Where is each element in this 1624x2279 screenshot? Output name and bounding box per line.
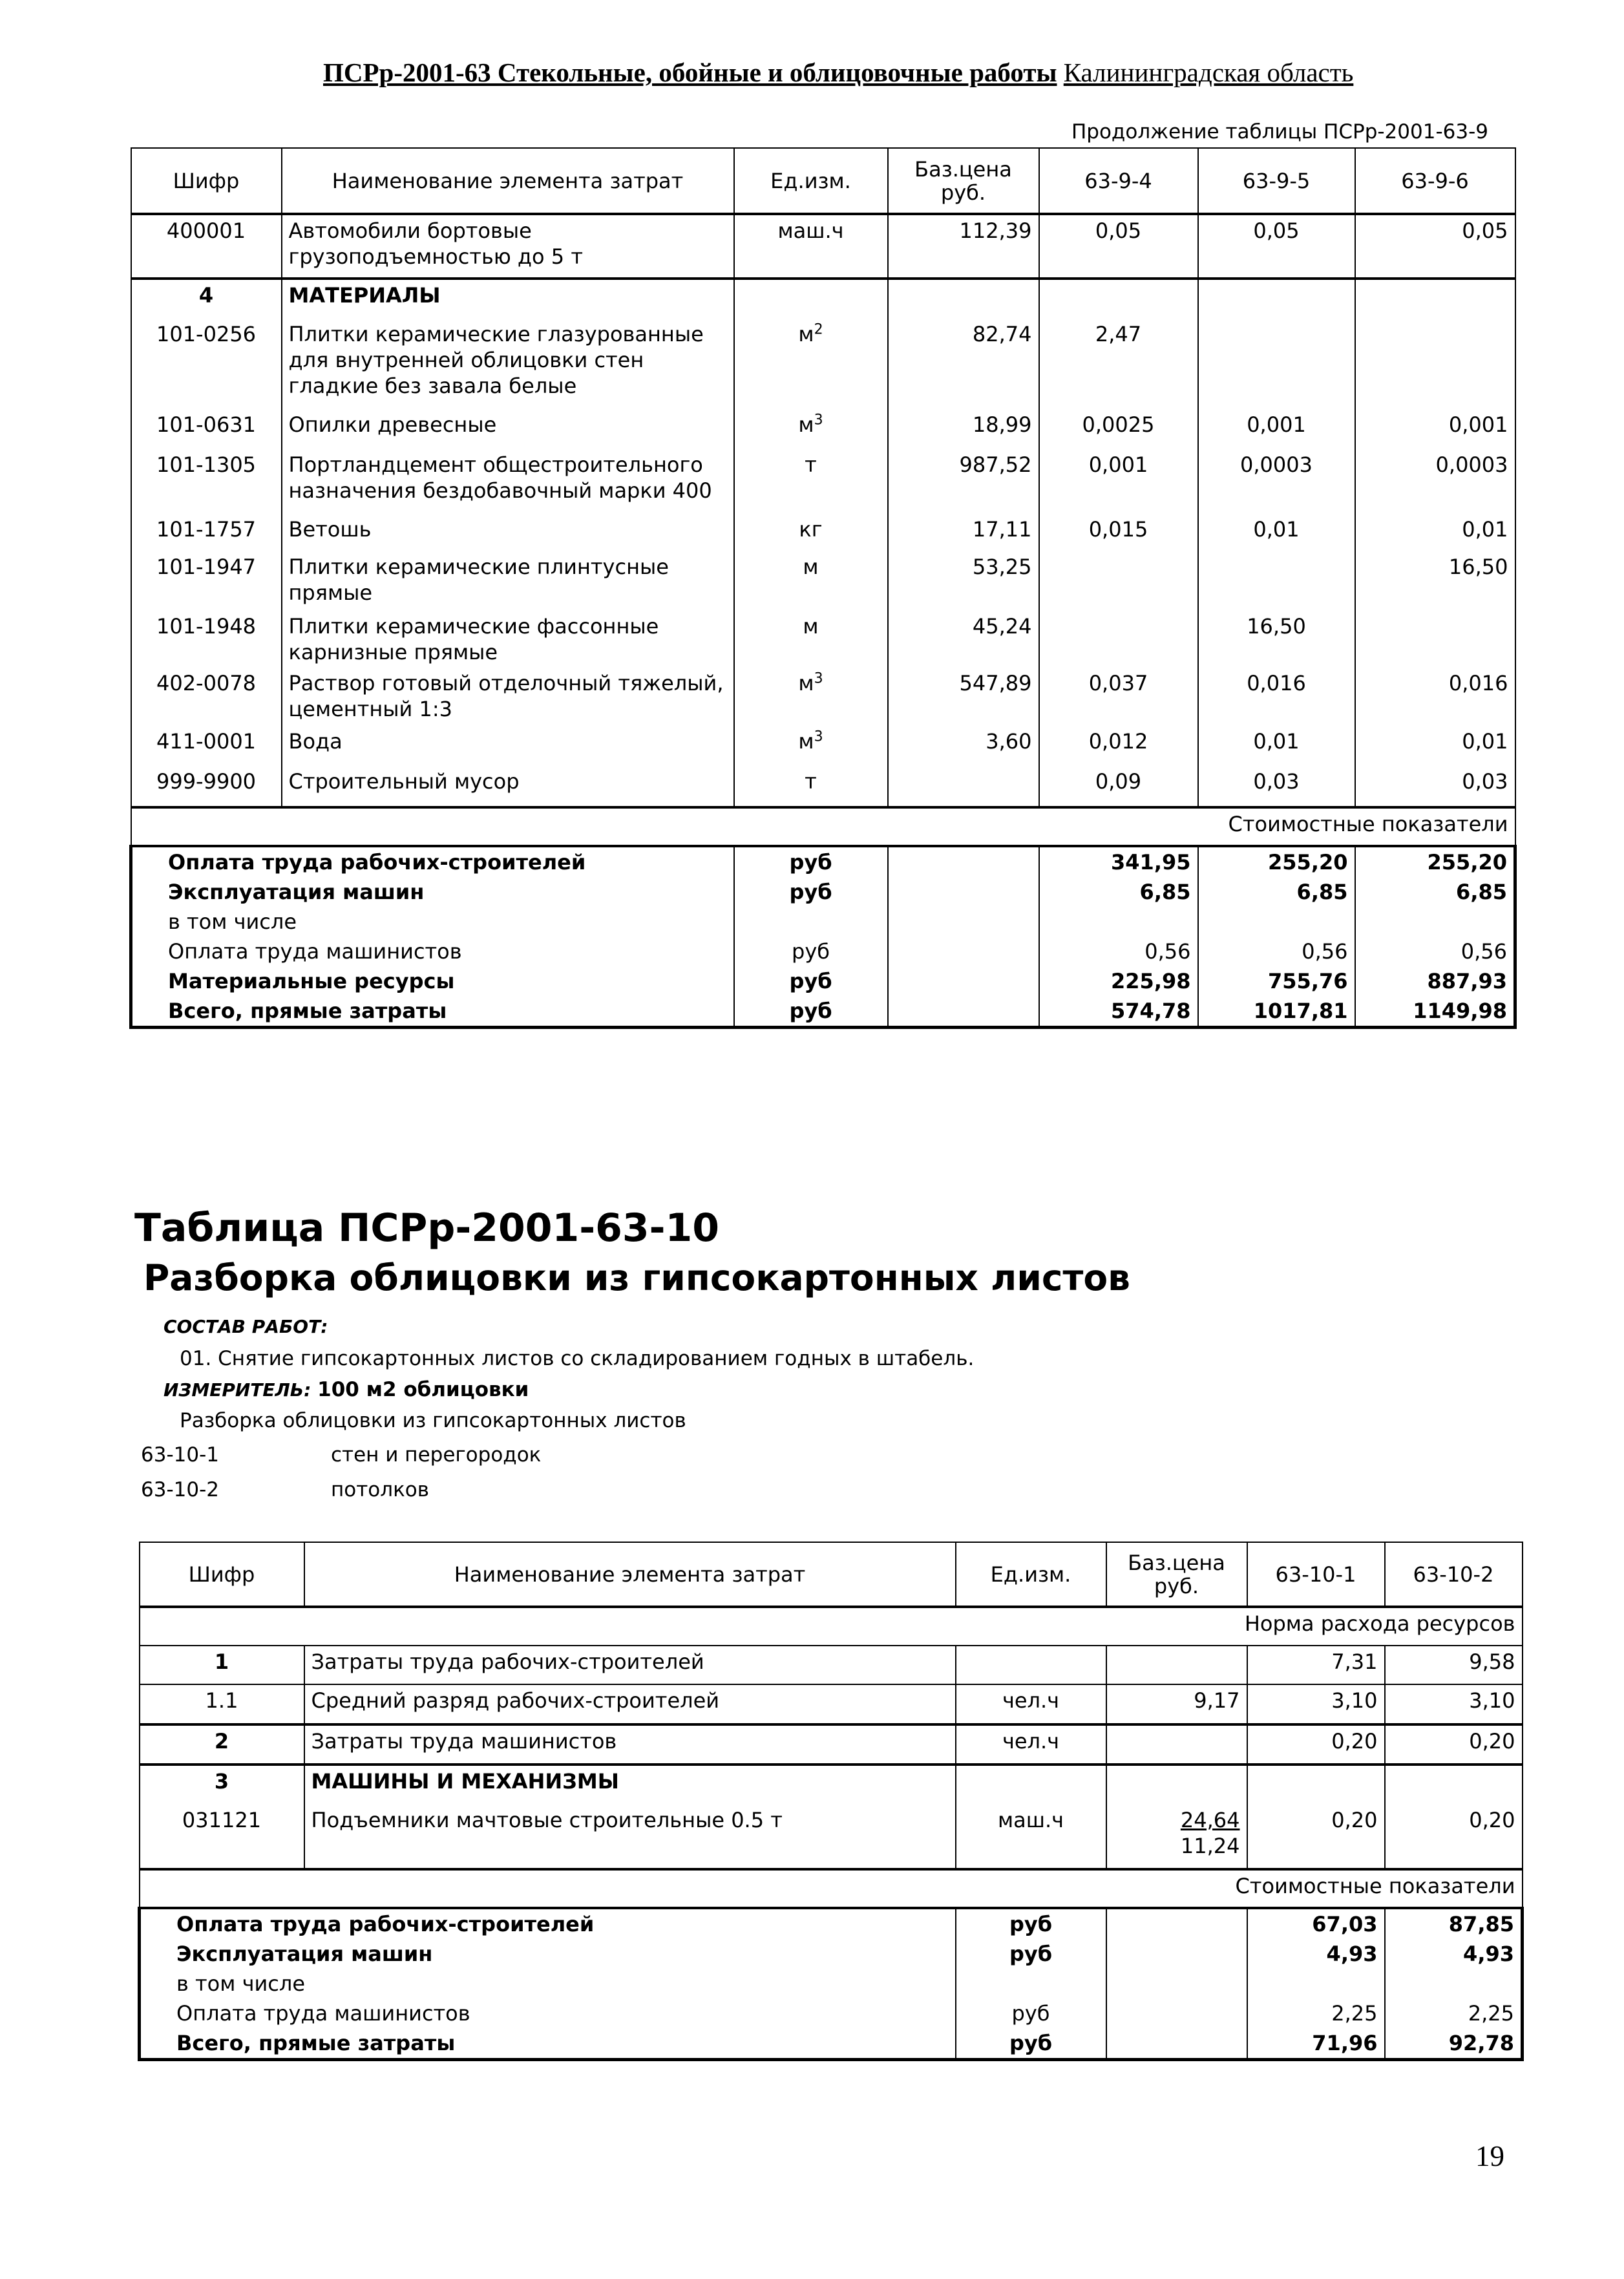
summary-row	[131, 937, 1515, 966]
cell-value: 0,05	[1039, 214, 1198, 279]
summary-unit: руб	[956, 1908, 1106, 1939]
cell-unit	[956, 1765, 1106, 1805]
cell-value: 0,20	[1247, 1805, 1385, 1869]
summary-row	[140, 1939, 1523, 1969]
summary-value: 341,95	[1039, 846, 1198, 877]
cell-value	[1355, 611, 1515, 668]
unit-text: м	[798, 671, 814, 695]
section-name: МАТЕРИАЛЫ	[282, 279, 734, 319]
col-header: 63-9-4	[1039, 148, 1198, 214]
cell-code: 3	[140, 1765, 304, 1805]
cell-price	[1106, 1765, 1247, 1805]
summary-spacer	[1106, 2028, 1247, 2060]
cost-heading-row	[131, 807, 1515, 846]
summary-unit: руб	[956, 2028, 1106, 2060]
summary-value: 71,96	[1247, 2028, 1385, 2060]
summary-row	[131, 877, 1515, 907]
summary-value: 0,56	[1355, 937, 1515, 966]
cell-unit	[734, 766, 888, 807]
cell-value: 0,01	[1355, 726, 1515, 766]
table-header-row	[140, 1542, 1523, 1607]
header-code-title: ПСРр-2001-63 Стекольные, обойные и облицовочные работы	[323, 58, 1057, 87]
table-row	[131, 611, 1515, 668]
cell-name: Подъемники мачтовые строительные 0.5 т	[304, 1805, 956, 1869]
continuation-caption: Продолжение таблицы ПСРр-2001-63-9	[1071, 120, 1488, 143]
summary-value	[1198, 907, 1355, 937]
unit-superscript: 3	[814, 412, 823, 429]
cell-value	[1355, 319, 1515, 409]
cell-price: 987,52	[888, 449, 1039, 514]
summary-value	[1247, 1969, 1385, 1998]
summary-unit	[734, 907, 888, 937]
unit-superscript: 3	[814, 670, 823, 687]
cell-value: 0,037	[1039, 668, 1198, 726]
summary-value: 255,20	[1198, 846, 1355, 877]
cell-value: 0,20	[1385, 1805, 1523, 1869]
cell-unit: чел.ч	[956, 1684, 1106, 1724]
table-row	[140, 1724, 1523, 1765]
cell-code: 101-0631	[131, 409, 282, 449]
table-row	[140, 1646, 1523, 1684]
unit-text: м	[803, 614, 819, 639]
summary-spacer	[888, 937, 1039, 966]
summary-value: 2,25	[1385, 1998, 1523, 2028]
col-header: Наименование элемента затрат	[282, 148, 734, 214]
summary-value: 6,85	[1198, 877, 1355, 907]
summary-row	[131, 846, 1515, 877]
table-subtitle: Разборка облицовки из гипсокартонных листов	[143, 1257, 1130, 1298]
summary-value: 887,93	[1355, 966, 1515, 996]
summary-value: 67,03	[1247, 1908, 1385, 1939]
cell-unit	[734, 611, 888, 668]
summary-unit: руб	[734, 937, 888, 966]
cell-name: Опилки древесные	[282, 409, 734, 449]
summary-spacer	[1106, 1998, 1247, 2028]
cell-code: 101-1757	[131, 514, 282, 551]
table-row	[131, 449, 1515, 514]
cell-name: Плитки керамические плинтусные прямые	[282, 551, 734, 611]
cell-code: 031121	[140, 1805, 304, 1869]
cell-value	[1247, 1765, 1385, 1805]
col-header: 63-10-2	[1385, 1542, 1523, 1607]
cost-heading-row	[140, 1869, 1523, 1908]
cell-unit	[734, 726, 888, 766]
cell-price	[1106, 1646, 1247, 1684]
header-region: Калининградская область	[1063, 58, 1354, 87]
cell-unit	[956, 1646, 1106, 1684]
col-header: Шифр	[140, 1542, 304, 1607]
cell-price: 112,39	[888, 214, 1039, 279]
cell-price	[1106, 1684, 1247, 1724]
cell-value: 0,01	[1355, 514, 1515, 551]
cell-unit	[734, 668, 888, 726]
col-header: Наименование элемента затрат	[304, 1542, 956, 1607]
summary-value: 0,56	[1039, 937, 1198, 966]
cell-price: 82,74	[888, 319, 1039, 409]
section-number: 4	[131, 279, 282, 319]
cell-value: 16,50	[1198, 611, 1355, 668]
cell-name: Затраты труда машинистов	[304, 1724, 956, 1765]
summary-value: 6,85	[1039, 877, 1198, 907]
summary-label: Всего, прямые затраты	[131, 996, 734, 1028]
cell-unit	[734, 514, 888, 551]
cell-price	[1106, 1724, 1247, 1765]
cell-code: 101-1305	[131, 449, 282, 514]
summary-value: 4,93	[1385, 1939, 1523, 1969]
variant-code: 63-10-2	[141, 1478, 219, 1501]
unit-text: м	[798, 729, 814, 754]
cell-value: 0,016	[1198, 668, 1355, 726]
resource-table-63-10	[138, 1542, 1524, 2061]
summary-row	[131, 907, 1515, 937]
cell-unit: маш.ч	[734, 214, 888, 279]
summary-value	[1039, 907, 1198, 937]
summary-label: Материальные ресурсы	[131, 966, 734, 996]
unit-text: м	[798, 322, 814, 346]
summary-unit: руб	[734, 846, 888, 877]
summary-spacer	[888, 846, 1039, 877]
cell-value	[1039, 551, 1198, 611]
col-header: Шифр	[131, 148, 282, 214]
cell-name: Плитки керамические фассонные карнизные прямые	[282, 611, 734, 668]
cell-name: Портландцемент общестроительного назначения бездобавочный марки 400	[282, 449, 734, 514]
summary-label: Эксплуатация машин	[131, 877, 734, 907]
cell-code: 2	[140, 1724, 304, 1765]
cell-code: 101-1947	[131, 551, 282, 611]
cell-price: 3,60	[888, 726, 1039, 766]
cell-name: Автомобили бортовые грузоподъемностью до 5 т	[282, 214, 734, 279]
cell-value: 0,03	[1198, 766, 1355, 807]
summary-value	[1385, 1969, 1523, 1998]
table-row	[140, 1765, 1523, 1805]
cell-value	[1385, 1765, 1523, 1805]
col-header: Баз.цена руб.	[1106, 1542, 1247, 1607]
col-header: 63-9-6	[1355, 148, 1515, 214]
summary-label: Эксплуатация машин	[140, 1939, 956, 1969]
cell-price: 45,24	[888, 611, 1039, 668]
norm-heading-row	[140, 1607, 1523, 1646]
cell-code: 400001	[131, 214, 282, 279]
summary-spacer	[1106, 1969, 1247, 1998]
table-title: Таблица ПСРр-2001-63-10	[134, 1205, 720, 1251]
cell-value: 0,001	[1355, 409, 1515, 449]
cell-value: 0,016	[1355, 668, 1515, 726]
cell-name: Вода	[282, 726, 734, 766]
summary-spacer	[1106, 1939, 1247, 1969]
summary-unit: руб	[734, 996, 888, 1028]
cell-value	[1198, 319, 1355, 409]
summary-unit: руб	[734, 877, 888, 907]
summary-value: 0,56	[1198, 937, 1355, 966]
unit-text: м	[798, 412, 814, 437]
unit-superscript: 2	[814, 321, 823, 338]
summary-label: в том числе	[131, 907, 734, 937]
cell-code: 1	[140, 1646, 304, 1684]
summary-value: 92,78	[1385, 2028, 1523, 2060]
summary-value: 1017,81	[1198, 996, 1355, 1028]
page-header	[323, 57, 1519, 96]
price-primary: 9,17	[1194, 1688, 1240, 1713]
work-composition-label: СОСТАВ РАБОТ:	[163, 1316, 328, 1337]
summary-unit	[956, 1969, 1106, 1998]
cell-price	[888, 766, 1039, 807]
cell-value: 0,05	[1198, 214, 1355, 279]
cell-name: Затраты труда рабочих-строителей	[304, 1646, 956, 1684]
variant-name: потолков	[331, 1478, 430, 1501]
cell-value: 3,10	[1385, 1684, 1523, 1724]
resource-table-63-9	[129, 147, 1517, 1029]
summary-label: Всего, прямые затраты	[140, 2028, 956, 2060]
cell-price: 53,25	[888, 551, 1039, 611]
col-header: 63-10-1	[1247, 1542, 1385, 1607]
cell-unit	[734, 551, 888, 611]
summary-spacer	[888, 966, 1039, 996]
summary-value: 4,93	[1247, 1939, 1385, 1969]
summary-value	[1355, 907, 1515, 937]
unit-text: кг	[799, 517, 823, 542]
summary-row	[140, 1969, 1523, 1998]
work-composition-item: 01. Снятие гипсокартонных листов со складированием годных в штабель.	[180, 1347, 975, 1370]
cell-value: 0,001	[1198, 409, 1355, 449]
meter-line	[163, 1378, 529, 1401]
cell-unit	[734, 319, 888, 409]
table-row	[131, 514, 1515, 551]
summary-spacer	[888, 877, 1039, 907]
cell-value: 0,20	[1385, 1724, 1523, 1765]
summary-value: 6,85	[1355, 877, 1515, 907]
cell-value: 0,03	[1355, 766, 1515, 807]
cell-price	[1106, 1805, 1247, 1869]
cell-value: 0,01	[1198, 726, 1355, 766]
table-row	[131, 668, 1515, 726]
summary-value: 755,76	[1198, 966, 1355, 996]
cell-code: 411-0001	[131, 726, 282, 766]
table-row	[131, 214, 1515, 279]
col-header: Ед.изм.	[734, 148, 888, 214]
summary-value: 87,85	[1385, 1908, 1523, 1939]
unit-superscript: 3	[814, 728, 823, 745]
work-name: Разборка облицовки из гипсокартонных листов	[180, 1409, 686, 1432]
summary-value: 2,25	[1247, 1998, 1385, 2028]
cell-code: 101-0256	[131, 319, 282, 409]
cost-heading: Стоимостные показатели	[140, 1869, 1523, 1908]
table-row	[140, 1805, 1523, 1869]
summary-label: Оплата труда рабочих-строителей	[131, 846, 734, 877]
summary-row	[131, 996, 1515, 1028]
summary-value: 255,20	[1355, 846, 1515, 877]
cell-value	[1198, 551, 1355, 611]
table-row	[131, 319, 1515, 409]
cell-name: Средний разряд рабочих-строителей	[304, 1684, 956, 1724]
summary-value: 1149,98	[1355, 996, 1515, 1028]
unit-text: т	[805, 452, 817, 477]
cell-unit: чел.ч	[956, 1724, 1106, 1765]
summary-label: в том числе	[140, 1969, 956, 1998]
table-row	[140, 1684, 1523, 1724]
cell-code: 402-0078	[131, 668, 282, 726]
cell-name: Строительный мусор	[282, 766, 734, 807]
cell-value: 0,09	[1039, 766, 1198, 807]
summary-row	[140, 1998, 1523, 2028]
cost-heading: Стоимостные показатели	[131, 807, 1515, 846]
cell-value: 7,31	[1247, 1646, 1385, 1684]
cell-name: Ветошь	[282, 514, 734, 551]
cell-code: 1.1	[140, 1684, 304, 1724]
table-row	[131, 766, 1515, 807]
summary-label: Оплата труда машинистов	[131, 937, 734, 966]
cell-price: 18,99	[888, 409, 1039, 449]
cell-value	[1039, 611, 1198, 668]
col-header: Ед.изм.	[956, 1542, 1106, 1607]
cell-name: МАШИНЫ И МЕХАНИЗМЫ	[304, 1765, 956, 1805]
cell-name: Раствор готовый отделочный тяжелый, цементный 1:3	[282, 668, 734, 726]
summary-unit: руб	[956, 1998, 1106, 2028]
cell-code: 101-1948	[131, 611, 282, 668]
variant-name: стен и перегородок	[331, 1443, 542, 1467]
summary-spacer	[888, 996, 1039, 1028]
table-row	[131, 551, 1515, 611]
cell-price: 547,89	[888, 668, 1039, 726]
summary-row	[140, 1908, 1523, 1939]
cell-value: 0,0003	[1355, 449, 1515, 514]
cell-unit: маш.ч	[956, 1805, 1106, 1869]
summary-unit: руб	[734, 966, 888, 996]
summary-spacer	[888, 907, 1039, 937]
summary-value: 225,98	[1039, 966, 1198, 996]
cell-value: 0,0003	[1198, 449, 1355, 514]
price-primary: 24,64	[1180, 1808, 1240, 1832]
cell-value: 3,10	[1247, 1684, 1385, 1724]
meter-value: 100 м2 облицовки	[317, 1378, 529, 1401]
cell-value: 0,001	[1039, 449, 1198, 514]
summary-row	[140, 2028, 1523, 2060]
price-secondary: 11,24	[1180, 1834, 1240, 1858]
cell-value: 0,012	[1039, 726, 1198, 766]
norm-heading: Норма расхода ресурсов	[140, 1607, 1523, 1646]
cell-value: 0,015	[1039, 514, 1198, 551]
summary-unit: руб	[956, 1939, 1106, 1969]
cell-value: 0,01	[1198, 514, 1355, 551]
table-header-row	[131, 148, 1515, 214]
table-row	[131, 726, 1515, 766]
summary-label: Оплата труда рабочих-строителей	[140, 1908, 956, 1939]
cell-unit	[734, 449, 888, 514]
variant-code: 63-10-1	[141, 1443, 219, 1467]
cell-price: 17,11	[888, 514, 1039, 551]
cell-value: 16,50	[1355, 551, 1515, 611]
cell-value: 9,58	[1385, 1646, 1523, 1684]
cell-value: 0,20	[1247, 1724, 1385, 1765]
unit-text: м	[803, 555, 819, 579]
cell-name: Плитки керамические глазурованные для внутренней облицовки стен гладкие без завала белые	[282, 319, 734, 409]
meter-label: ИЗМЕРИТЕЛЬ:	[163, 1379, 311, 1401]
summary-value: 574,78	[1039, 996, 1198, 1028]
col-header: Баз.цена руб.	[888, 148, 1039, 214]
summary-spacer	[1106, 1908, 1247, 1939]
table-row	[131, 409, 1515, 449]
col-header: 63-9-5	[1198, 148, 1355, 214]
summary-row	[131, 966, 1515, 996]
cell-code: 999-9900	[131, 766, 282, 807]
section-row	[131, 279, 1515, 319]
summary-label: Оплата труда машинистов	[140, 1998, 956, 2028]
cell-value: 2,47	[1039, 319, 1198, 409]
page-number: 19	[1475, 2140, 1504, 2172]
cell-unit	[734, 409, 888, 449]
cell-value: 0,0025	[1039, 409, 1198, 449]
cell-value: 0,05	[1355, 214, 1515, 279]
unit-text: т	[805, 769, 817, 794]
